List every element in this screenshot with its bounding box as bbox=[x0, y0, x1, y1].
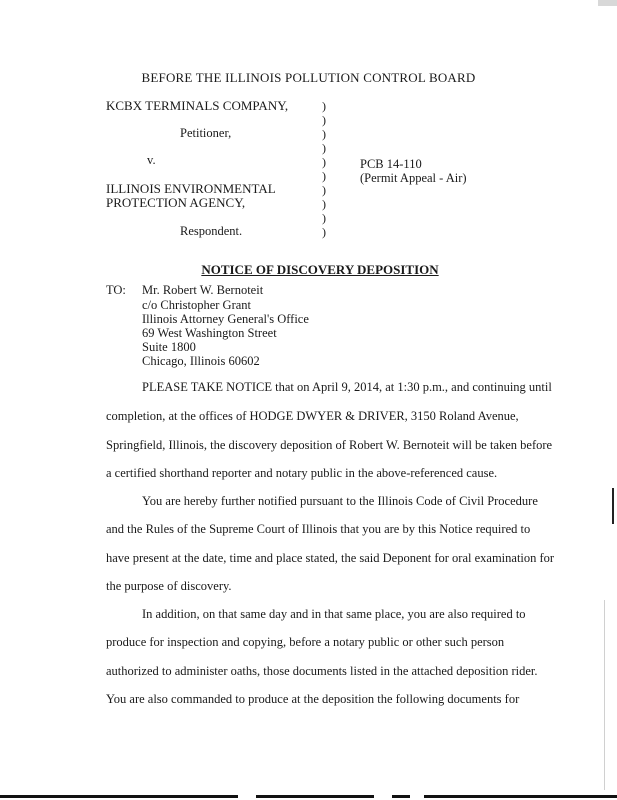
scan-edge-bar bbox=[604, 600, 605, 790]
body-line: produce for inspection and copying, before a notary public or other such person bbox=[106, 635, 505, 649]
paren: ) bbox=[322, 183, 326, 197]
paren: ) bbox=[322, 141, 326, 155]
address-line: c/o Christopher Grant bbox=[142, 298, 252, 312]
scan-edge-bar bbox=[612, 488, 614, 524]
respondent-role: Respondent. bbox=[180, 224, 243, 238]
respondent-name-line1: ILLINOIS ENVIRONMENTAL bbox=[106, 181, 276, 196]
document-title: NOTICE OF DISCOVERY DEPOSITION bbox=[201, 262, 439, 277]
body-line: You are also commanded to produce at the deposition the following documents for bbox=[106, 692, 520, 706]
address-line: Suite 1800 bbox=[142, 340, 196, 354]
to-label: TO: bbox=[106, 283, 126, 297]
scan-edge-mark bbox=[598, 0, 617, 6]
case-type: (Permit Appeal - Air) bbox=[360, 171, 467, 185]
petitioner-role: Petitioner, bbox=[180, 126, 232, 140]
body-line: Springfield, Illinois, the discovery deposition of Robert W. Bernoteit will be taken before bbox=[106, 438, 553, 452]
paren: ) bbox=[322, 197, 326, 211]
body-line: have present at the date, time and place stated, the said Deponent for oral examination for bbox=[106, 551, 555, 565]
body-line: completion, at the offices of HODGE DWYER & DRIVER, 3150 Roland Avenue, bbox=[106, 409, 519, 423]
address-line: Mr. Robert W. Bernoteit bbox=[142, 283, 264, 297]
body-line: PLEASE TAKE NOTICE that on April 9, 2014, at 1:30 p.m., and continuing until bbox=[142, 380, 552, 394]
body-line: a certified shorthand reporter and notary public in the above-referenced cause. bbox=[106, 466, 498, 480]
body-line: and the Rules of the Supreme Court of Illinois that you are by this Notice required to bbox=[106, 522, 531, 536]
address-line: Illinois Attorney General's Office bbox=[142, 312, 309, 326]
versus-label: v. bbox=[147, 153, 156, 167]
body-line: the purpose of discovery. bbox=[106, 579, 232, 593]
paren: ) bbox=[322, 155, 326, 169]
respondent-name-line2: PROTECTION AGENCY, bbox=[106, 195, 246, 210]
address-line: Chicago, Illinois 60602 bbox=[142, 354, 260, 368]
body-line: authorized to administer oaths, those documents listed in the attached deposition rider. bbox=[106, 664, 538, 678]
paren: ) bbox=[322, 99, 326, 113]
paren: ) bbox=[322, 211, 326, 225]
paren: ) bbox=[322, 127, 326, 141]
scan-bottom-edge bbox=[0, 795, 617, 798]
case-number: PCB 14-110 bbox=[360, 157, 422, 171]
petitioner-name: KCBX TERMINALS COMPANY, bbox=[106, 98, 289, 113]
paren: ) bbox=[322, 225, 326, 239]
address-line: 69 West Washington Street bbox=[142, 326, 277, 340]
body-line: In addition, on that same day and in that same place, you are also required to bbox=[142, 607, 526, 621]
body-line: You are hereby further notified pursuant to the Illinois Code of Civil Procedure bbox=[142, 494, 538, 508]
board-heading: BEFORE THE ILLINOIS POLLUTION CONTROL BOARD bbox=[141, 70, 476, 85]
paren: ) bbox=[322, 169, 326, 183]
paren: ) bbox=[322, 113, 326, 127]
